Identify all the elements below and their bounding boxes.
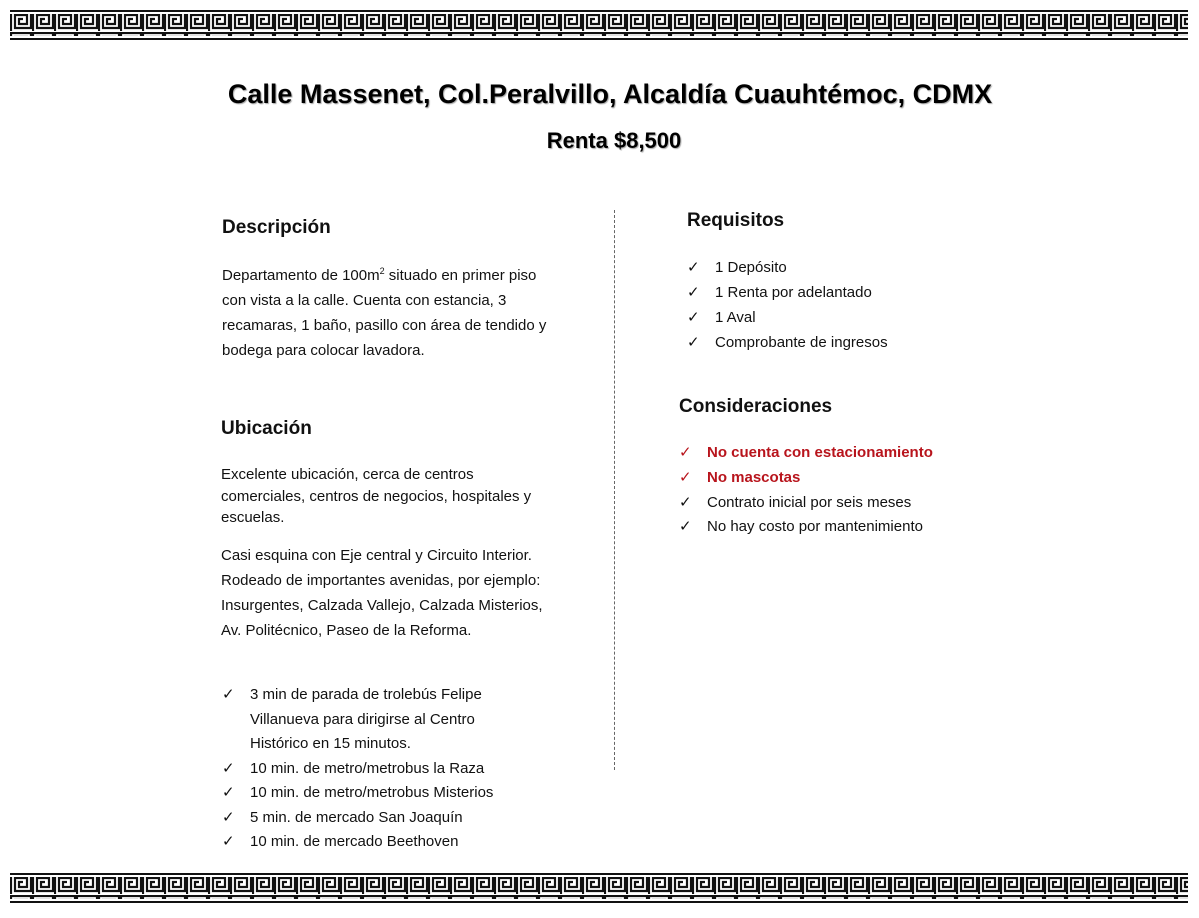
check-icon: ✓: [222, 784, 235, 801]
check-icon: ✓: [679, 518, 692, 536]
check-icon: ✓: [222, 759, 235, 777]
check-icon: ✓: [679, 468, 692, 486]
ubicacion-list: [222, 683, 522, 855]
column-divider: [614, 210, 615, 770]
ubicacion-paragraph-2: Casi esquina con Eje central y Circuito Interior. Rodeado de importantes avenidas, por ejemplo: Insurgentes, Calzada Vallejo, Calzada Misterios, Av. Politécnico, Paseo de la Reforma.: [221, 547, 543, 639]
list-item: ✓ Contrato inicial por seis meses: [679, 491, 999, 516]
requisitos-list: [687, 255, 987, 355]
list-item: ✓ 1 Depósito: [687, 255, 987, 280]
list-item: ✓ 10 min. de metro/metrobus la Raza: [222, 757, 522, 782]
descripcion-text: Departamento de $100m^2$ situado en primer piso con vista a la calle. Cuenta con estancia, 3 recamaras, 1 baño, pasillo con área de tendido y bodega para colocar lavadora.: [222, 266, 547, 359]
list-item: ✓ 5 min. de mercado San Joaquín: [222, 806, 522, 831]
consideraciones-list: [679, 441, 999, 540]
page-title: Calle Massenet, Col.Peralvillo, Alcaldía Cuauhtémoc, CDMX: [227, 79, 993, 109]
ubicacion-heading: Ubicación: [221, 418, 312, 439]
greek-key-border-top: [10, 10, 1188, 40]
descripcion-heading: Descripción: [222, 217, 331, 238]
list-item: ✓ No mascotas: [679, 466, 999, 491]
rent-price: Renta $8,500: [546, 128, 682, 153]
requisitos-heading: Requisitos: [687, 210, 785, 231]
greek-key-border-bottom: [10, 873, 1188, 903]
check-icon: ✓: [679, 444, 692, 461]
check-icon: ✓: [222, 686, 235, 703]
check-icon: ✓: [687, 334, 700, 351]
list-item: ✓ 10 min. de mercado Beethoven: [222, 830, 522, 855]
list-item: ✓ 3 min de parada de trolebús Felipe Villanueva para dirigirse al Centro Histórico en 15 minutos.: [222, 683, 510, 757]
list-item: ✓ 10 min. de metro/metrobus Misterios: [222, 781, 522, 806]
list-item: ✓ 1 Aval: [687, 305, 987, 330]
check-icon: ✓: [687, 259, 700, 276]
consideraciones-heading: Consideraciones: [679, 396, 833, 417]
check-icon: ✓: [687, 284, 700, 301]
check-icon: ✓: [679, 493, 692, 511]
check-icon: ✓: [222, 833, 235, 850]
check-icon: ✓: [222, 808, 235, 826]
list-item: ✓ No cuenta con estacionamiento: [679, 441, 999, 466]
list-item: ✓ 1 Renta por adelantado: [687, 280, 987, 305]
ubicacion-paragraph-1: Excelente ubicación, cerca de centros comerciales, centros de negocios, hospitales y escuelas.: [221, 466, 532, 526]
list-item: ✓ Comprobante de ingresos: [687, 330, 987, 355]
check-icon: ✓: [687, 309, 700, 326]
list-item: ✓ No hay costo por mantenimiento: [679, 515, 999, 540]
